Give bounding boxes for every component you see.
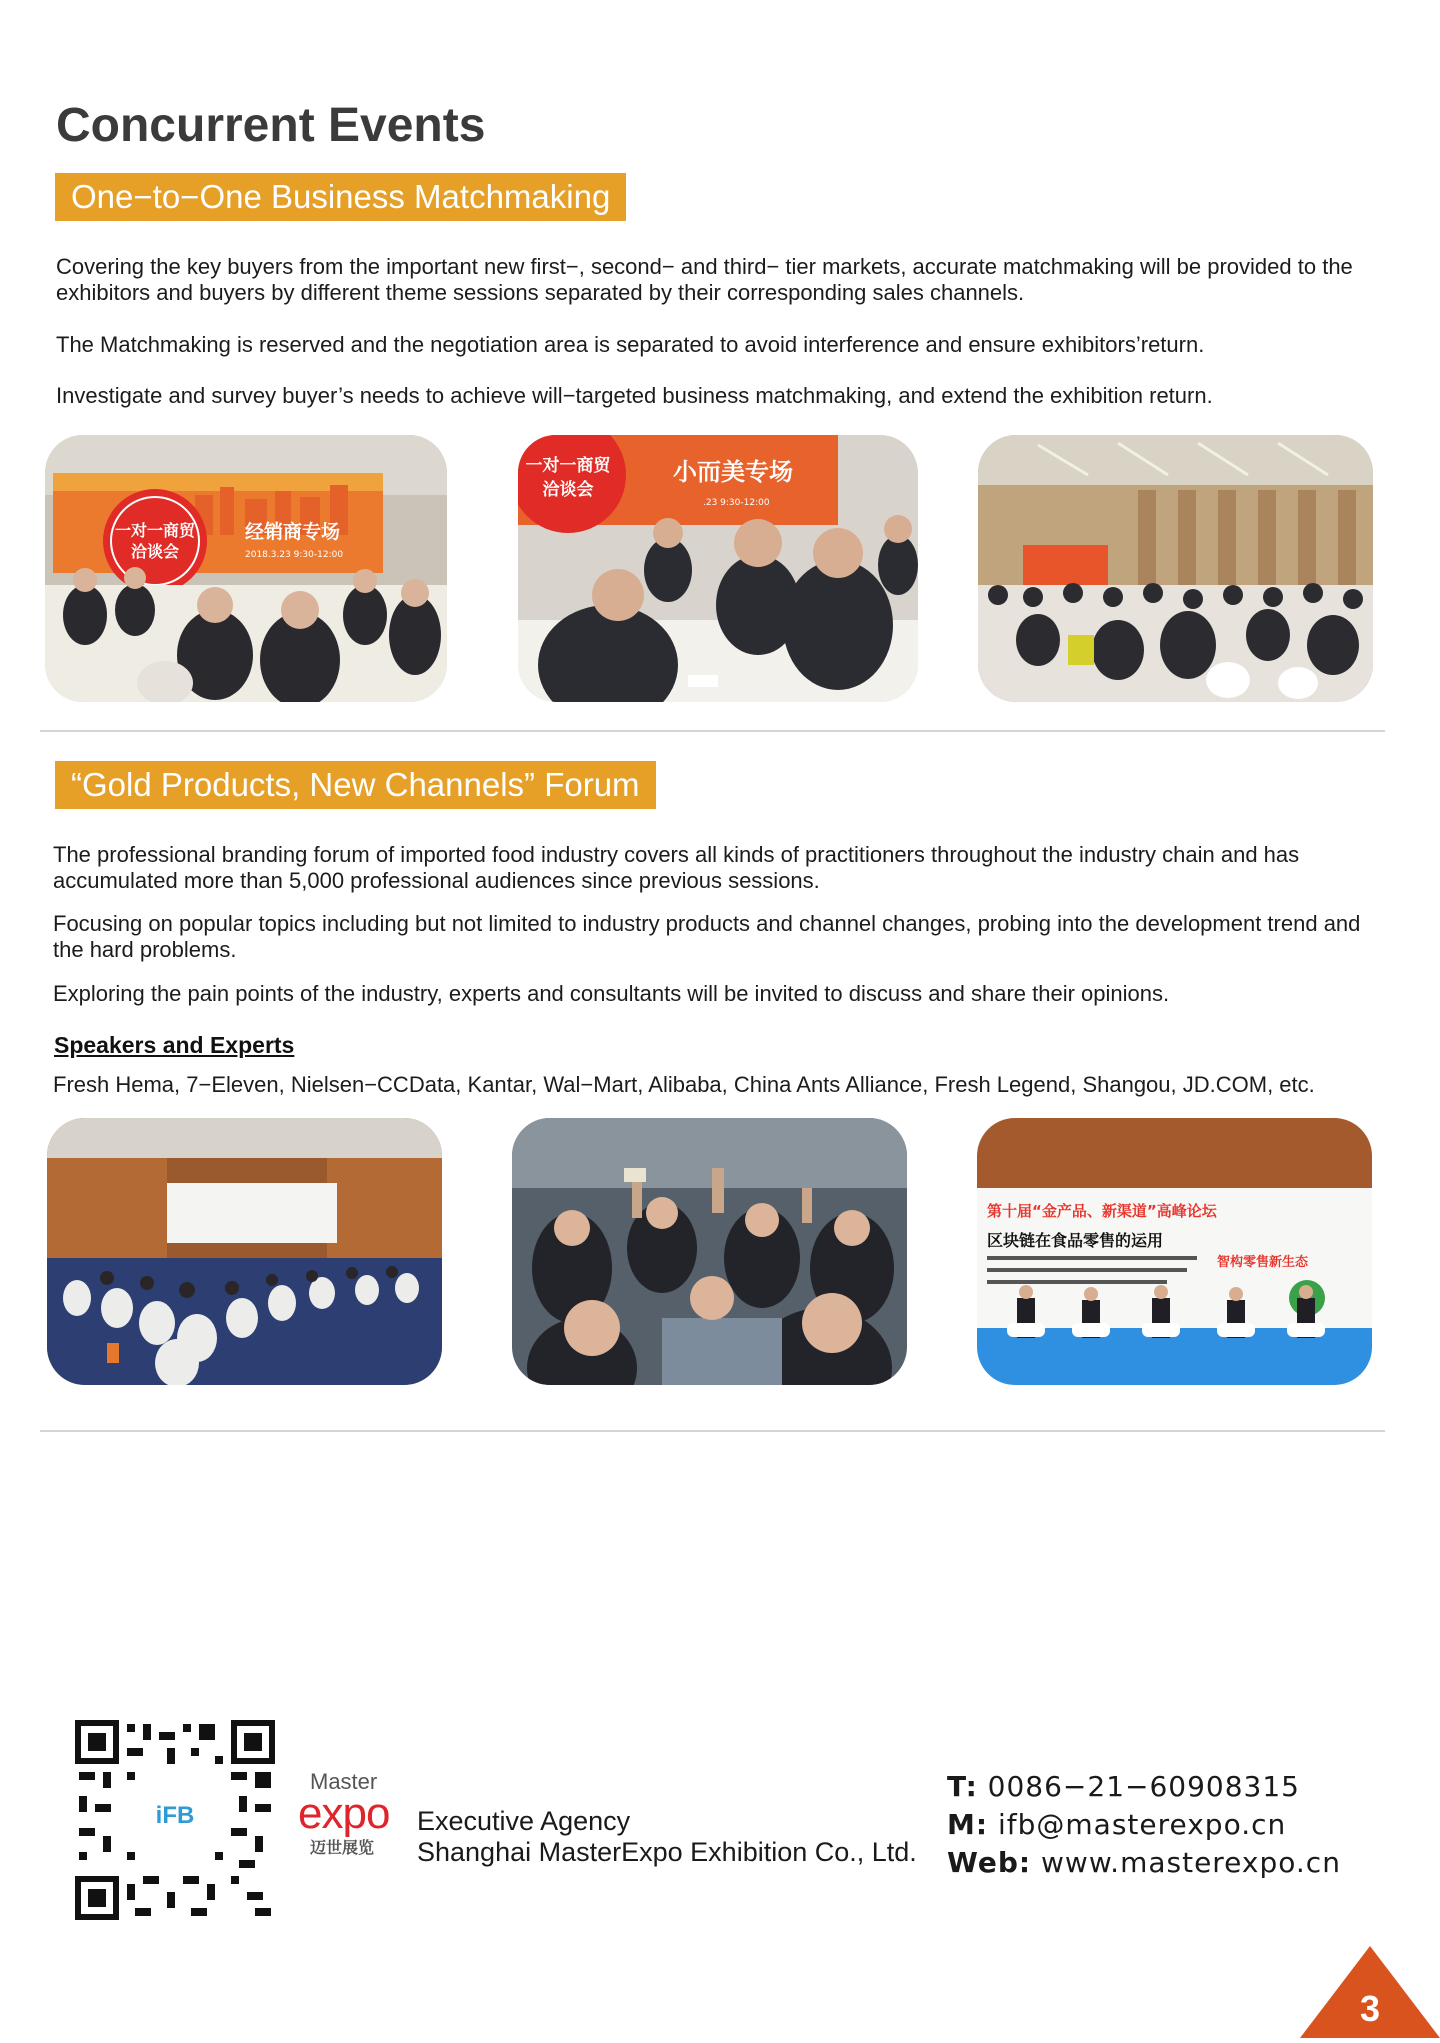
photo-banner-text: 区块链在食品零售的运用 bbox=[987, 1231, 1164, 1250]
photo-banner-text: 第十届“金产品、新渠道”高峰论坛 bbox=[987, 1202, 1217, 1220]
agency-name: Shanghai MasterExpo Exhibition Co., Ltd. bbox=[417, 1837, 917, 1867]
forum-photo-1 bbox=[47, 1118, 442, 1385]
photo-banner-text: 洽谈会 bbox=[542, 480, 594, 500]
page-number-badge bbox=[1300, 1946, 1440, 2038]
logo-master-text: Master bbox=[310, 1769, 378, 1794]
matchmaking-banner: One−to−One Business Matchmaking bbox=[55, 173, 626, 221]
masterexpo-logo bbox=[298, 1770, 408, 1862]
qr-center-logo: iFB bbox=[155, 1802, 195, 1829]
contact-mail bbox=[947, 1808, 1286, 1841]
matchmaking-paragraph-2: The Matchmaking is reserved and the negotiation area is separated to avoid interference and ensure exhibitors’return. bbox=[56, 332, 1205, 357]
forum-paragraph-2: Focusing on popular topics including but not limited to industry products and channel changes, probing into the development trend and the hard problems. bbox=[53, 911, 1361, 962]
mail-value: ifb@masterexpo.cn bbox=[997, 1808, 1287, 1841]
forum-photo-2-illustration bbox=[512, 1118, 907, 1385]
matchmaking-paragraph-1: Covering the key buyers from the important new first−, second− and third− tier markets, accurate matchmaking will be provided to the exhibitors and buyers by different theme sessions separated by their corresponding sales channels. bbox=[56, 254, 1353, 305]
matchmaking-photo-3 bbox=[978, 435, 1373, 702]
forum-photo-3-illustration bbox=[977, 1118, 1372, 1385]
section-divider bbox=[40, 1430, 1385, 1432]
photo-banner-text: .23 9:30-12:00 bbox=[703, 498, 770, 508]
matchmaking-photo-3-illustration bbox=[978, 435, 1373, 702]
speakers-list: Fresh Hema, 7−Eleven, Nielsen−CCData, Kantar, Wal−Mart, Alibaba, China Ants Alliance, Fresh Legend, Shangou, JD.COM, etc. bbox=[53, 1072, 1315, 1097]
forum-photo-2 bbox=[512, 1118, 907, 1385]
contact-phone bbox=[947, 1770, 1300, 1803]
photo-banner-text: 2018.3.23 9:30-12:00 bbox=[245, 550, 344, 560]
mail-label: M: bbox=[947, 1808, 989, 1841]
photo-banner-text: 一对一商贸 bbox=[525, 456, 611, 476]
page-title: Concurrent Events bbox=[56, 99, 486, 152]
logo-cn-text: 迈世展览 bbox=[310, 1838, 375, 1857]
qr-code bbox=[75, 1720, 275, 1920]
photo-banner-text: 智构零售新生态 bbox=[1217, 1255, 1309, 1270]
agency-label: Executive Agency bbox=[417, 1806, 631, 1836]
forum-photo-3 bbox=[977, 1118, 1372, 1385]
photo-banner-text: 洽谈会 bbox=[130, 542, 180, 561]
web-value: www.masterexpo.cn bbox=[1041, 1846, 1341, 1879]
contact-web bbox=[947, 1846, 1341, 1879]
forum-paragraph-3: Exploring the pain points of the industry, experts and consultants will be invited to discuss and share their opinions. bbox=[53, 981, 1170, 1006]
photo-banner-text: 一对一商贸 bbox=[114, 521, 196, 540]
matchmaking-photo-1 bbox=[45, 435, 447, 702]
photo-banner-text: 经销商专场 bbox=[245, 521, 341, 543]
phone-label: T: bbox=[947, 1770, 978, 1803]
matchmaking-photo-1-illustration bbox=[45, 435, 447, 702]
phone-value: 0086−21−60908315 bbox=[987, 1770, 1300, 1803]
matchmaking-photo-2-illustration bbox=[518, 435, 918, 702]
forum-paragraph-1: The professional branding forum of imported food industry covers all kinds of practitioners throughout the industry chain and has accumulated more than 5,000 professional audiences since previous sessions. bbox=[53, 842, 1300, 893]
page-number: 3 bbox=[1359, 1988, 1381, 2029]
section-divider bbox=[40, 730, 1385, 732]
matchmaking-paragraph-3: Investigate and survey buyer’s needs to achieve will−targeted business matchmaking, and extend the exhibition return. bbox=[56, 383, 1213, 408]
matchmaking-photo-2 bbox=[518, 435, 918, 702]
forum-banner: “Gold Products, New Channels” Forum bbox=[55, 761, 656, 809]
forum-photo-1-illustration bbox=[47, 1118, 442, 1385]
logo-expo-text: expo bbox=[298, 1789, 390, 1838]
photo-banner-text: 小而美专场 bbox=[673, 458, 793, 486]
web-label: Web: bbox=[947, 1846, 1032, 1879]
speakers-heading: Speakers and Experts bbox=[54, 1032, 295, 1058]
